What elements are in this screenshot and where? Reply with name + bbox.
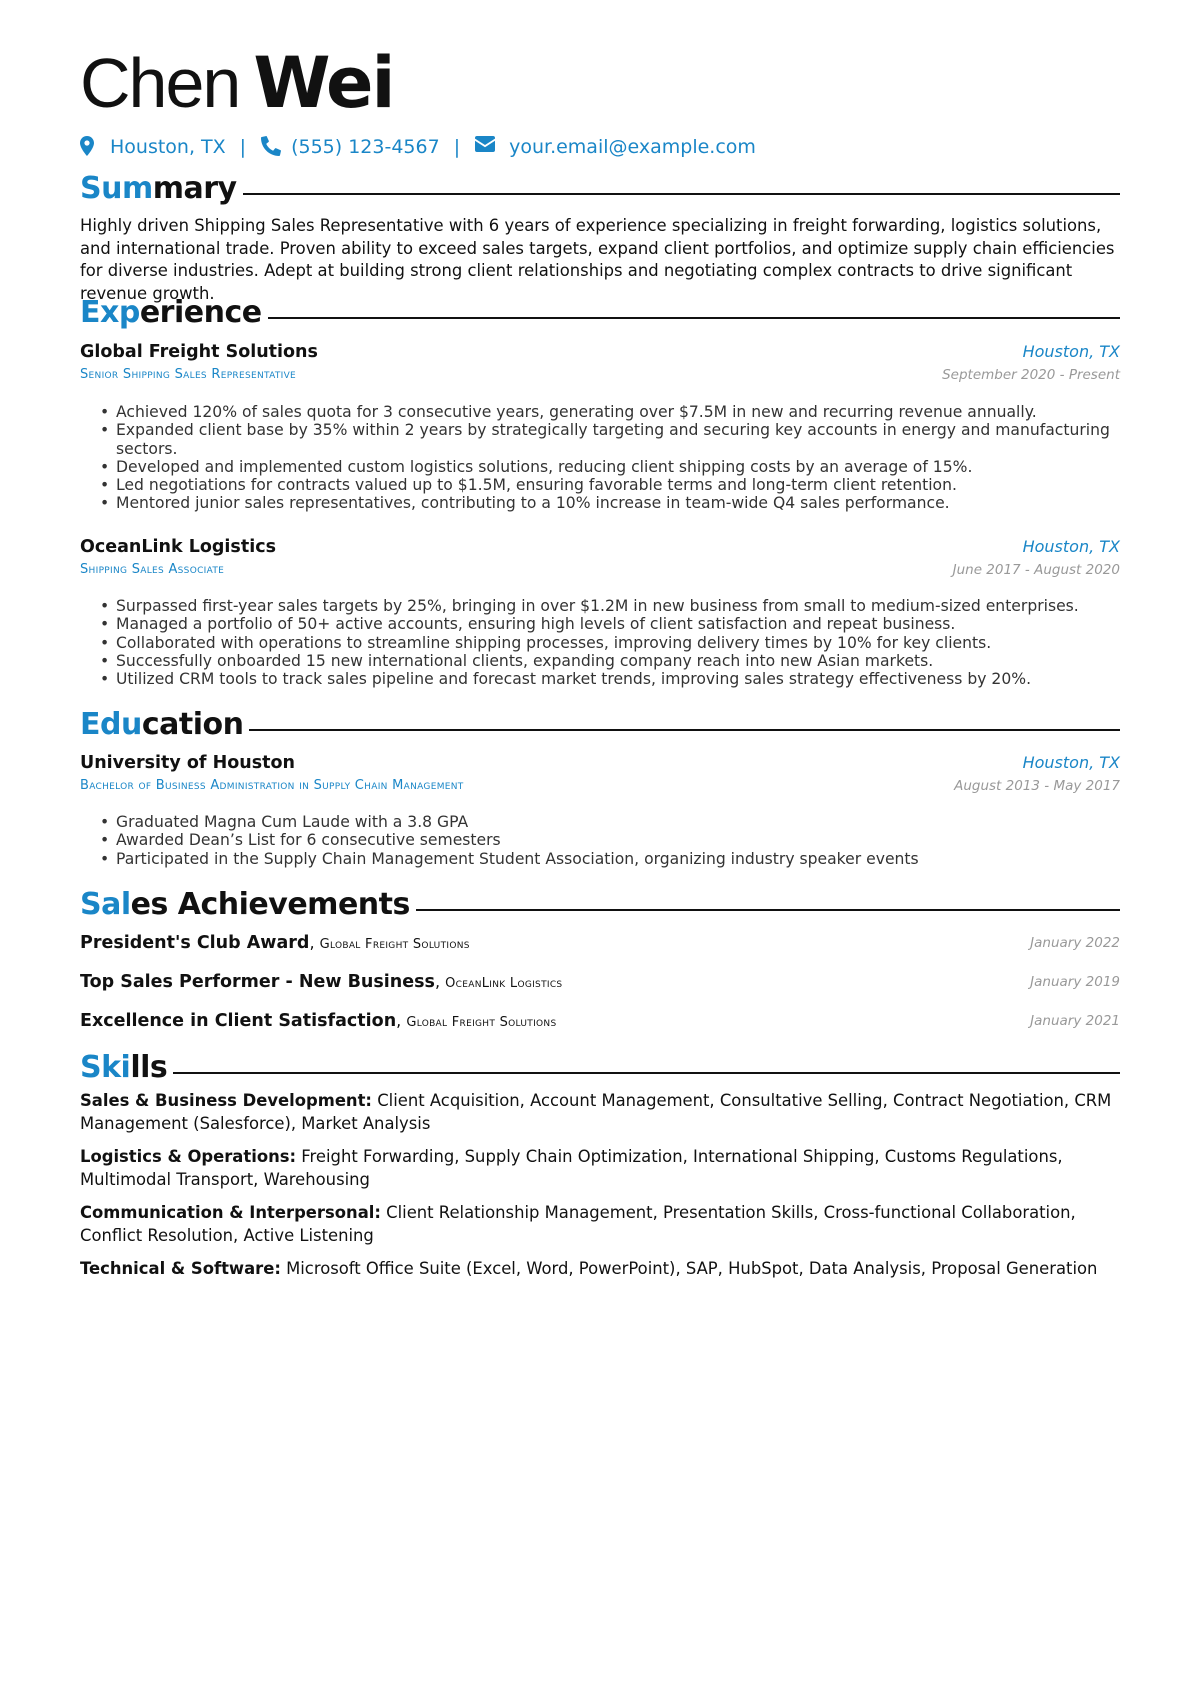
list-item: • Led negotiations for contracts valued up to $1.5M, ensuring favorable terms and long-term client retention. [116, 476, 1116, 494]
education-dates: August 2013 - May 2017 [954, 778, 1120, 794]
award-organization: Global Freight Solutions [319, 937, 470, 952]
achievement-item: Excellence in Client Satisfaction, Global Freight Solutions January 2021 [80, 1011, 1120, 1031]
achievement-item: President's Club Award, Global Freight Solutions January 2022 [80, 933, 1120, 953]
section-education-heading [80, 704, 1120, 744]
skill-label: Sales & Business Development: [80, 1091, 372, 1110]
envelope-icon [475, 136, 497, 158]
section-achievements-heading [80, 884, 1120, 924]
job-bullets [98, 403, 1116, 513]
school-name: University of Houston [80, 753, 295, 773]
phone-icon [261, 136, 279, 158]
list-item: • Developed and implemented custom logistics solutions, reducing client shipping costs by an average of 15%. [116, 458, 1116, 476]
list-item: • Graduated Magna Cum Laude with a 3.8 GPA [116, 813, 1116, 831]
award-organization: OceanLink Logistics [445, 976, 563, 991]
job-header [80, 342, 1120, 366]
heading-rest: es Achievements [130, 886, 410, 922]
job-title: Senior Shipping Sales Representative [80, 367, 297, 382]
summary-text: Highly driven Shipping Sales Representative with 6 years of experience specializing in freight forwarding, logistics solutions, and international trade. Proven ability to exceed sales targets, expand client portfolios, and optimize supply chain efficiencies for diverse industries. Adept at building strong client relationships and negotiating complex contracts to drive significant revenue growth. [80, 216, 1115, 304]
heading-highlight: Ski [80, 1049, 131, 1085]
job-bullets [98, 597, 1116, 688]
section-skills-heading [80, 1047, 1120, 1087]
job-location: Houston, TX [1022, 537, 1120, 556]
location-text: Houston, TX [110, 136, 226, 158]
last-name: Wei [253, 42, 394, 124]
award-name: Top Sales Performer - New Business [80, 972, 435, 992]
list-item: • Successfully onboarded 15 new international clients, expanding company reach into new Asian markets. [116, 652, 1116, 670]
heading-rest: cation [141, 706, 244, 742]
company-name: OceanLink Logistics [80, 537, 276, 557]
skill-values: Freight Forwarding, Supply Chain Optimization, International Shipping, Customs Regulations, Multimodal Transport, Warehousing [80, 1147, 1063, 1189]
email-link[interactable]: your.email@example.com [509, 136, 756, 158]
skill-values: Client Acquisition, Account Management, Consultative Selling, Contract Negotiation, CRM Management (Salesforce), Market Analysis [80, 1091, 1112, 1133]
map-marker-icon [80, 136, 98, 158]
job-dates: June 2017 - August 2020 [952, 562, 1120, 578]
job-dates: September 2020 - Present [942, 367, 1120, 383]
heading-highlight: Exp [80, 294, 140, 330]
contact-separator: | [239, 136, 247, 158]
education-header [80, 753, 1120, 777]
skill-label: Logistics & Operations: [80, 1147, 297, 1166]
list-item: • Surpassed first-year sales targets by 25%, bringing in over $1.2M in new business from small to medium-sized enterprises. [116, 597, 1116, 615]
achievement-item: Top Sales Performer - New Business, OceanLink Logistics January 2019 [80, 972, 1120, 992]
list-item: • Awarded Dean’s List for 6 consecutive semesters [116, 831, 1116, 849]
education-subheader [80, 778, 1120, 798]
education-bullets [98, 813, 1116, 868]
heading-rule [243, 193, 1120, 195]
award-date: January 2021 [1030, 1013, 1120, 1029]
award-organization: Global Freight Solutions [406, 1015, 557, 1030]
award-name: President's Club Award [80, 933, 310, 953]
job-title: Shipping Sales Associate [80, 562, 225, 577]
list-item: • Utilized CRM tools to track sales pipeline and forecast market trends, improving sales strategy effectiveness by 20%. [116, 670, 1116, 688]
school-location: Houston, TX [1022, 753, 1120, 772]
award-date: January 2022 [1030, 935, 1120, 951]
heading-highlight: Sum [80, 170, 153, 206]
phone-link[interactable]: (555) 123-4567 [291, 136, 440, 158]
award-name: Excellence in Client Satisfaction [80, 1011, 397, 1031]
heading-highlight: Sal [80, 886, 131, 922]
skill-group [80, 1258, 1115, 1281]
job-location: Houston, TX [1022, 342, 1120, 361]
heading-rule [416, 909, 1120, 911]
heading-rule [268, 317, 1120, 319]
degree-title: Bachelor of Business Administration in Supply Chain Management [80, 778, 464, 793]
award-date: January 2019 [1030, 974, 1120, 990]
section-experience-heading [80, 292, 1120, 332]
contact-separator: | [453, 136, 461, 158]
list-item: • Mentored junior sales representatives, contributing to a 10% increase in team-wide Q4 sales performance. [116, 494, 1116, 512]
skill-group [80, 1090, 1115, 1135]
skill-values: Microsoft Office Suite (Excel, Word, PowerPoint), SAP, HubSpot, Data Analysis, Proposal Generation [286, 1259, 1098, 1278]
job-subheader [80, 367, 1120, 387]
heading-rest: erience [139, 294, 262, 330]
skill-values: Client Relationship Management, Presentation Skills, Cross-functional Collaboration, Conflict Resolution, Active Listening [80, 1203, 1076, 1245]
skill-group [80, 1202, 1115, 1247]
heading-rest: lls [130, 1049, 168, 1085]
skill-label: Technical & Software: [80, 1259, 281, 1278]
company-name: Global Freight Solutions [80, 342, 318, 362]
heading-rule [173, 1072, 1120, 1074]
section-summary-heading [80, 168, 1120, 208]
list-item: • Managed a portfolio of 50+ active accounts, ensuring high levels of client satisfaction and repeat business. [116, 615, 1116, 633]
list-item: • Expanded client base by 35% within 2 years by strategically targeting and securing key accounts in energy and manufacturing sectors. [116, 421, 1116, 458]
list-item: • Participated in the Supply Chain Management Student Association, organizing industry speaker events [116, 850, 1116, 868]
heading-rest: mary [152, 170, 237, 206]
contact-line [80, 132, 756, 162]
candidate-name [80, 38, 394, 128]
first-name: Chen [80, 44, 240, 122]
heading-highlight: Edu [80, 706, 142, 742]
list-item: • Collaborated with operations to streamline shipping processes, improving delivery times by 10% for key clients. [116, 634, 1116, 652]
skill-group [80, 1146, 1115, 1191]
heading-rule [249, 729, 1120, 731]
job-header [80, 537, 1120, 561]
skill-label: Communication & Interpersonal: [80, 1203, 381, 1222]
job-subheader [80, 562, 1120, 582]
list-item: • Achieved 120% of sales quota for 3 consecutive years, generating over $7.5M in new and recurring revenue annually. [116, 403, 1116, 421]
